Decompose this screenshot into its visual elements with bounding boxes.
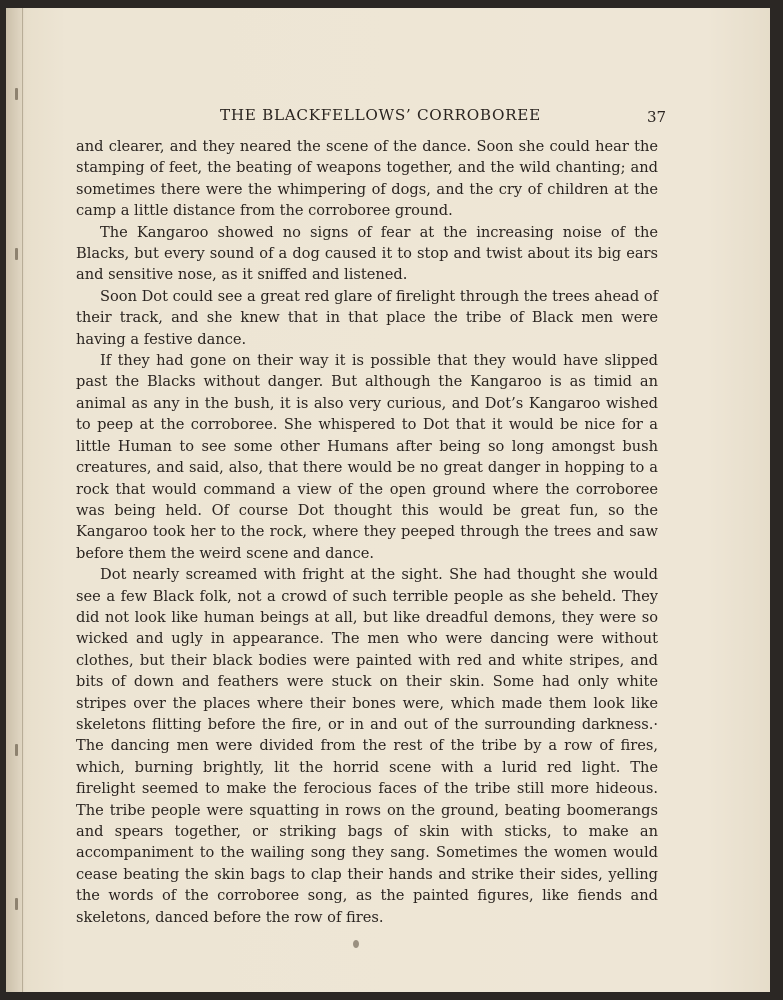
gutter-fold-line xyxy=(22,8,23,992)
page-header xyxy=(76,106,676,130)
paper-speck xyxy=(353,940,359,948)
body-text xyxy=(76,136,658,928)
binding-mark xyxy=(15,898,18,910)
running-title: THE BLACKFELLOWS’ CORROBOREE xyxy=(220,106,541,124)
paragraph: The Kangaroo showed no signs of fear at the increasing noise of the Blacks, but every sound of a dog caused it to stop and twist about its big ears and sensitive nose, as it sniffed and listened. xyxy=(76,223,658,284)
binding-mark xyxy=(15,248,18,260)
book-page xyxy=(6,8,770,992)
paragraph: If they had gone on their way it is possible that they would have slipped past the Blacks without danger. But although the Kangaroo is as timid an animal as any in the bush, it is also very curious, and Dot’s Kangaroo wished to peep at the corroboree. She whispered to Dot that it would be nice for a little Human to see some other Humans after being so long amongst bush creatures, and said, also, that there would be no great danger in hopping to a rock that would command a view of the open ground where the corroboree was being held. Of course Dot thought this would be great fun, so the Kangaroo took her to the rock, where they peeped through the trees and saw before them the weird scene and dance. xyxy=(76,352,658,562)
paragraph: Dot nearly screamed with fright at the sight. She had thought she would see a few Black folk, not a crowd of such terrible people as she beheld. They did not look like human beings at all, but like dreadful demons, they were so wicked and ugly in appearance. The men who were dancing were without clothes, but their black bodies were painted with red and white stripes, and bits of down and feathers were stuck on their skin. Some had only white stripes over the places where their bones were, which made them look like skeletons flitting before the fire, or in and out of the surrounding darkness.· The dancing men were divided from the rest of the tribe by a row of fires, which, burning brightly, lit the horrid scene with a lurid red light. The firelight seemed to make the ferocious faces of the tribe still more hideous. The tribe people were squatting in rows on the ground, beating boomerangs and spears together, or striking bags of skin with sticks, to make an accompaniment to the wailing song they sang. Sometimes the women would cease beating the skin bags to clap their hands and strike their sides, yelling the words of the corroboree song, as the painted figures, like fiends and skeletons, danced before the row of fires. xyxy=(76,566,658,926)
paragraph: and clearer, and they neared the scene of the dance. Soon she could hear the stamping of feet, the beating of weapons together, and the wild chanting; and sometimes there were the whimpering of dogs, and the cry of children at the camp a little distance from the corroboree ground. xyxy=(76,138,658,220)
binding-mark xyxy=(15,88,18,100)
page-number: 37 xyxy=(647,108,667,126)
paragraph: Soon Dot could see a great red glare of firelight through the trees ahead of their track, and she knew that in that place the tribe of Black men were having a festive dance. xyxy=(76,287,659,348)
binding-mark xyxy=(15,744,18,756)
